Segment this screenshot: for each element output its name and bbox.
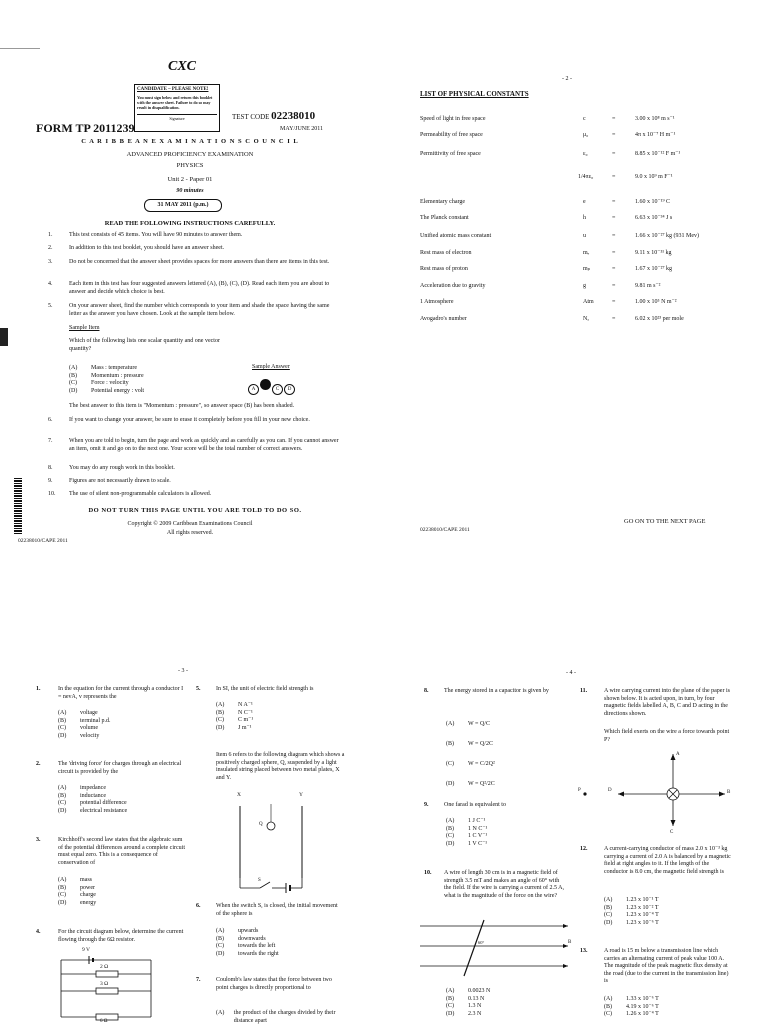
circuit-diagram-q4 xyxy=(56,947,156,1024)
option: (B) W = Q/2C xyxy=(446,741,493,747)
question-text: Kirchhoff's second law states that the algebraic sum of the potential differences around a complete circuit must equal zero. This is a consequence of conservation of xyxy=(58,837,186,866)
question-number: 5. xyxy=(196,686,201,692)
unit-name: Unit 2 - Paper 01 xyxy=(167,176,213,183)
magnetic-field-diagram-q11 xyxy=(578,748,750,838)
question-number: 4. xyxy=(36,929,41,935)
question-number: 13. xyxy=(580,948,588,954)
exam-date: 31 MAY 2011 (p.m.) xyxy=(144,199,222,212)
options xyxy=(58,710,111,740)
option: (B) power xyxy=(58,884,95,891)
constant-row: Rest mass of proton mₚ = 1.67 x 10⁻²⁷ kg xyxy=(420,266,673,272)
constant-row: Elementary charge e = 1.60 x 10⁻¹⁹ C xyxy=(420,199,671,205)
constant-row: Permeability of free space μ₀ = 4π x 10⁻⁷ H m⁻¹ xyxy=(420,132,676,138)
field-lines xyxy=(420,920,575,980)
constant-row: Speed of light in free space c = 3.00 x 10⁸ m s⁻¹ xyxy=(420,116,675,122)
option: (C) charge xyxy=(58,892,96,898)
answer-bubble-d: D xyxy=(284,384,295,395)
sample-option: (D) Potential energy : volt xyxy=(69,387,145,394)
option: (B) inductance xyxy=(58,792,106,799)
question-text: One farad is equivalent to xyxy=(444,802,506,808)
options xyxy=(216,702,253,732)
constant-row: The Planck constant h = 6.63 x 10⁻³⁴ J s xyxy=(420,215,673,221)
answer-bubble-a: A xyxy=(248,384,259,395)
options xyxy=(216,928,279,958)
question-number: 8. xyxy=(424,688,429,694)
question-number: 7. xyxy=(196,977,201,983)
option: (D) J m⁻¹ xyxy=(216,724,252,731)
constant-row: 1 Atmosphere Atm = 1.00 x 10⁵ N m⁻² xyxy=(420,299,677,305)
exam-name: ADVANCED PROFICIENCY EXAMINATION xyxy=(126,151,254,158)
resistor-label: 6 Ω xyxy=(100,1019,108,1024)
option: (B) terminal p.d. xyxy=(58,717,111,724)
instructions-heading: READ THE FOLLOWING INSTRUCTIONS CAREFULLY. xyxy=(104,220,276,227)
cxc-logo: CXC xyxy=(168,59,197,74)
option: (C) 1.26 x 10⁻⁴ T xyxy=(604,1011,659,1017)
option: (A) 1 J C⁻¹ xyxy=(446,818,486,824)
option: (A) W = Q/C xyxy=(446,721,490,727)
answer-bubble-b xyxy=(260,379,271,390)
question-text: A road is 15 m below a transmission line which carries an alternating current of peak value 100 A. The magnitude of the peak magnetic flux density at the road (due to the current in the transmission line) is xyxy=(604,948,729,984)
question-text: A current-carrying conductor of mass 2.0 x 10⁻³ kg carrying a current of 2.0 A is balanced by a magnetic field at right angles to it. If the length of the conductor is 8.0 cm, the magnetic field strength is xyxy=(604,846,731,875)
option: (B) N C⁻¹ xyxy=(216,709,253,716)
field-d-label: D xyxy=(608,788,612,793)
question-number: 10. xyxy=(424,870,432,876)
question-number: 6. xyxy=(196,903,201,909)
option: (A) 0.0023 N xyxy=(446,988,491,994)
field-a-label: A xyxy=(676,752,680,757)
page-number: - 2 - xyxy=(562,76,572,82)
option: (A) upwards xyxy=(216,928,259,934)
option: (C) 1.3 N xyxy=(446,1003,482,1009)
options xyxy=(58,785,127,815)
constant-row: 1/4πε₀ = 9.0 x 10⁹ m F⁻¹ xyxy=(578,174,673,180)
barcode xyxy=(14,478,22,534)
candidate-box xyxy=(134,84,220,132)
sphere-q-label: Q xyxy=(259,822,263,827)
question-text: Coulomb's law states that the force between two point charges is directly proportional to xyxy=(216,977,332,991)
constant-row: Unified atomic mass constant u = 1.66 x 10⁻²⁷ kg (931 Mev) xyxy=(420,233,700,239)
option: (C) C m⁻¹ xyxy=(216,717,254,723)
resistor-label: 2 Ω xyxy=(100,964,109,970)
options xyxy=(446,714,495,794)
constant-row: Permittivity of free space ε₀ = 8.85 x 10⁻¹² F m⁻¹ xyxy=(420,151,681,157)
sample-answer-label: Sample Answer xyxy=(252,364,290,370)
options xyxy=(446,988,490,1018)
option: (A) mass xyxy=(58,877,92,883)
resistor-label: 3 Ω xyxy=(100,981,109,987)
constant-row: Acceleration due to gravity g = 9.81 m s⁻² xyxy=(420,283,661,289)
option: (A) N A⁻¹ xyxy=(216,702,253,708)
page-number: - 3 - xyxy=(178,668,188,674)
answer-bubble-c: C xyxy=(272,384,283,395)
duration: 90 minutes xyxy=(176,188,204,194)
option: (B) 0.13 N xyxy=(446,995,485,1002)
page-1: CXC CANDIDATE – PLEASE NOTE! You must sign below and return this booklet with the answer sheet. Failure to do so may result in disqualification. Signature FORM TP 2011239 TEST CODE 02238010 MAY/JUNE 2011 C A R I B B E A N E X A M I N A T I O N S C O U N C I L ADVANCED PROFICIENCY EXAMINATION PHYSICS Unit 2 - Paper 01 90 minutes 31 MAY 2011 (p.m.) READ THE FOLLOWING INSTRUCTIONS CAREFULLY. 1. This test consists of 45 items. You will have 90 minutes to answer them. 2. In addition to this test booklet, you should have an answer sheet. 3. Do not be concerned that the answer sheet provides spaces for more answers than there are items in this test. 4. Each item in this test has four suggested answers lettered (A), (B), (C), (D). Read each item you are about to answer and decide which choice is best. 5. On your answer sheet, find the number which corresponds to your item and shade the space having the same letter as the answer you have chosen. Look at the sample item below. Sample Item Which of the following lists one scalar quantity and one vector quantity? Sample Answer (A) Mass : temperature (B) Momentum : pressure (C) Force : velocity (D) Potential energy : volt A C D The best answer to this item is "Momentum : pressure", so answer space (B) has been shaded. 6. If you want to change your answer, be sure to erase it completely before you fill in your new choice. 7. When you are told to begin, turn the page and work as quickly and as carefully as you can. If you cannot answer an item, omit it and go on to the next one. Your score will be the total number of correct answers. 8. You may do any rough work in this booklet. 9. Figures are not necessarily drawn to scale. 10. The use of silent non-programmable calculators is allowed. DO NOT TURN THIS PAGE UNTIL YOU ARE TOLD TO DO SO. Copyright © 2009 Caribbean Examinations Council All rights reserved. 02238010/CAPE 2011 xyxy=(0,0,384,560)
sample-note: The best answer to this item is "Momentum : pressure", so answer space (B) has been shaded. xyxy=(69,403,295,409)
option: (B) downwards xyxy=(216,935,266,942)
question-text: A wire carrying current into the plane of the paper is shown below. It is acted upon, in turn, by four magnetic fields labelled A, B, C and D acting in the directions shown. xyxy=(604,688,730,717)
sample-options xyxy=(69,365,144,395)
options xyxy=(216,1010,344,1025)
question-number: 1. xyxy=(36,686,41,692)
voltage-label: 9 V xyxy=(82,947,90,953)
switch-s-label: S xyxy=(258,878,261,883)
top-rule xyxy=(0,48,40,49)
candidate-box-body: You must sign below and return this booklet with the answer sheet. Failure to do so may result in disqualification. xyxy=(137,95,213,111)
option: (B) 1 N C⁻¹ xyxy=(446,825,488,832)
council-name: C A R I B B E A N E X A M I N A T I O N S C O U N C I L xyxy=(81,138,299,145)
option: (B) 4.19 x 10⁻⁶ T xyxy=(604,1003,659,1010)
field-b-label: B xyxy=(568,940,572,945)
option: (D) electrical resistance xyxy=(58,807,128,814)
field-b-label: B xyxy=(727,790,731,795)
question-text: A wire of length 30 cm is in a magnetic field of strength 3.5 mT and makes an angle of 60° with the field. If the wire is carrying a current of 2.5 A, what is the magnitude of the force on the wire? xyxy=(444,870,564,899)
option: (A) impedance xyxy=(58,785,106,791)
plates-diagram-q6 xyxy=(226,792,336,895)
options xyxy=(58,877,96,907)
go-on-notice: GO ON TO THE NEXT PAGE xyxy=(624,518,706,525)
subject-name: PHYSICS xyxy=(176,162,204,169)
rights: All rights reserved. xyxy=(166,530,214,536)
options xyxy=(604,996,659,1019)
option: (C) potential difference xyxy=(58,800,127,806)
option: (A) voltage xyxy=(58,710,98,716)
plate-x-label: X xyxy=(237,792,241,798)
option: (A) the product of the charges divided by their distance apart xyxy=(216,1010,336,1024)
option: (D) 2.3 N xyxy=(446,1010,482,1017)
question-text: For the circuit diagram below, determine the current flowing through the 6Ω resistor. xyxy=(58,929,184,943)
question-text: The 'driving force' for charges through an electrical circuit is provided by the xyxy=(58,761,182,775)
question-text: In SI, the unit of electric field strength is xyxy=(216,686,314,692)
option: (B) 1.23 x 10⁻² T xyxy=(604,904,659,911)
option: (D) energy xyxy=(58,899,97,906)
question-text: The energy stored in a capacitor is given by xyxy=(444,688,549,694)
option: (C) volume xyxy=(58,725,98,731)
candidate-box-title: CANDIDATE – PLEASE NOTE! xyxy=(137,87,209,92)
option: (D) 1 V C⁻¹ xyxy=(446,840,488,847)
options xyxy=(604,897,659,927)
question-number: 9. xyxy=(424,802,429,808)
page-number: - 4 - xyxy=(566,670,576,676)
question-number: 2. xyxy=(36,761,41,767)
sample-answer-bubbles xyxy=(248,379,296,395)
plate-y-label: Y xyxy=(299,792,303,798)
sample-option: (B) Momentum : pressure xyxy=(69,372,144,379)
page-2 xyxy=(384,0,768,560)
option: (A) 1.23 x 10⁻¹ T xyxy=(604,897,659,903)
sample-question: Which of the following lists one scalar quantity and one vector quantity? xyxy=(69,338,220,352)
option: (C) W = C/2Q² xyxy=(446,761,495,767)
item-6-reference: Item 6 refers to the following diagram which shows a positively charged sphere, Q, suspended by a light insulated string placed between two metal plates, X and Y. xyxy=(216,752,345,781)
do-not-turn: DO NOT TURN THIS PAGE UNTIL YOU ARE TOLD TO DO SO. xyxy=(88,507,302,514)
option: (D) towards the right xyxy=(216,950,279,957)
option: (C) towards the left xyxy=(216,943,276,949)
option: (C) 1.23 x 10⁻⁴ T xyxy=(604,912,659,918)
sample-option: (A) Mass : temperature xyxy=(69,365,137,371)
question-number: 12. xyxy=(580,846,588,852)
test-code xyxy=(232,110,315,124)
question-text: In the equation for the current through a conductor I = nevA, v represents the xyxy=(58,686,184,700)
question-number: 3. xyxy=(36,837,41,843)
option: (D) 1.23 x 10⁻⁶ T xyxy=(604,919,659,926)
field-diagram-q10 xyxy=(420,920,575,980)
field-c-label: C xyxy=(670,830,674,835)
constants-heading: LIST OF PHYSICAL CONSTANTS xyxy=(420,90,529,98)
signature-label: Signature xyxy=(137,114,217,121)
form-number: FORM TP 2011239 xyxy=(36,121,135,135)
sample-option: (C) Force : velocity xyxy=(69,380,129,386)
question-text: When the switch S, is closed, the initial movement of the sphere is xyxy=(216,903,338,917)
sample-heading: Sample Item xyxy=(69,325,100,331)
side-tab xyxy=(0,328,8,346)
question-number: 11. xyxy=(580,688,588,694)
copyright: Copyright © 2009 Caribbean Examinations Council xyxy=(127,521,253,527)
question-prompt: Which field exerts on the wire a force towards point P? xyxy=(604,729,730,743)
test-code-label: TEST CODE xyxy=(232,113,270,121)
option: (D) velocity xyxy=(58,732,100,739)
plates-wires xyxy=(226,800,336,895)
field-arrows xyxy=(590,748,750,838)
options xyxy=(446,818,487,848)
constant-row: Avogadro's number Nₐ = 6.02 x 10²³ per mole xyxy=(420,316,684,322)
test-code-value: 02238010 xyxy=(271,110,316,122)
option: (C) 1 C V⁻¹ xyxy=(446,833,488,839)
angle-label: 60° xyxy=(478,940,485,945)
session: MAY/JUNE 2011 xyxy=(280,126,324,132)
option: (A) 1.33 x 10⁻⁶ T xyxy=(604,996,659,1002)
constant-row: Rest mass of electron mₑ = 9.11 x 10⁻³¹ kg xyxy=(420,250,672,256)
footer-code: 02238010/CAPE 2011 xyxy=(420,527,470,533)
option: (D) W = Q²/2C xyxy=(446,781,495,787)
footer-code: 02238010/CAPE 2011 xyxy=(18,538,68,544)
point-p-label: P xyxy=(578,788,581,793)
